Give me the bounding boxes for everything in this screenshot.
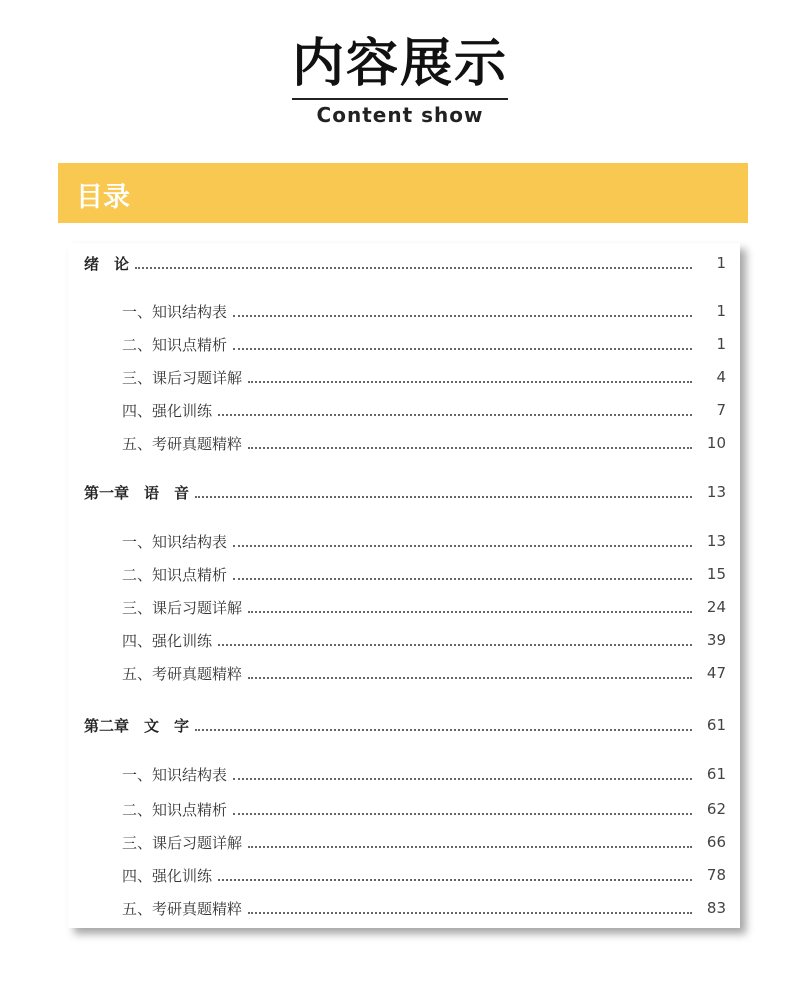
- toc-section[interactable]: [122, 430, 726, 456]
- dot-leader: [233, 315, 692, 317]
- dot-leader: [233, 348, 692, 350]
- toc-page-number: 62: [706, 800, 726, 818]
- toc-page-number: 1: [716, 254, 726, 272]
- toc-banner-label: 目录: [76, 182, 130, 213]
- toc-section[interactable]: [122, 627, 726, 653]
- toc-page-number: 13: [706, 483, 726, 501]
- toc-page-number: 61: [706, 765, 726, 783]
- toc-section[interactable]: [122, 895, 726, 921]
- toc-section-title: 四、强化训练: [122, 631, 213, 650]
- dot-leader: [233, 813, 692, 815]
- dot-leader: [233, 578, 692, 580]
- toc-page: [68, 243, 740, 928]
- toc-section-title: 一、知识结构表: [122, 532, 228, 551]
- toc-section-title: 三、课后习题详解: [122, 833, 243, 852]
- toc-section-title: 三、课后习题详解: [122, 598, 243, 617]
- toc-section-title: 一、知识结构表: [122, 765, 228, 784]
- toc-chapter-title: 第二章 文 字: [84, 716, 190, 735]
- toc-chapter[interactable]: [84, 479, 726, 505]
- toc-chapter-title: 第一章 语 音: [84, 483, 190, 502]
- toc-chapter[interactable]: [84, 250, 726, 276]
- toc-section[interactable]: [122, 862, 726, 888]
- toc-section-title: 二、知识点精析: [122, 565, 228, 584]
- page-title: 内容展示: [291, 33, 508, 94]
- toc-section[interactable]: [122, 796, 726, 822]
- toc-section[interactable]: [122, 528, 726, 554]
- toc-section[interactable]: [122, 594, 726, 620]
- toc-page-number: 10: [706, 434, 726, 452]
- toc-page-number: 66: [706, 833, 726, 851]
- toc-section[interactable]: [122, 561, 726, 587]
- dot-leader: [248, 677, 692, 679]
- toc-page-number: 61: [706, 716, 726, 734]
- toc-section[interactable]: [122, 761, 726, 787]
- toc-page-number: 39: [706, 631, 726, 649]
- toc-section-title: 三、课后习题详解: [122, 368, 243, 387]
- dot-leader: [218, 879, 692, 881]
- toc-page-number: 83: [706, 899, 726, 917]
- toc-banner: [58, 163, 748, 223]
- dot-leader: [218, 414, 692, 416]
- dot-leader: [248, 611, 692, 613]
- dot-leader: [135, 267, 692, 269]
- toc-section-title: 二、知识点精析: [122, 800, 228, 819]
- toc-section[interactable]: [122, 397, 726, 423]
- toc-page-number: 7: [716, 401, 726, 419]
- dot-leader: [233, 778, 692, 780]
- toc-page-number: 13: [706, 532, 726, 550]
- toc-chapter-title: 绪 论: [84, 254, 130, 273]
- dot-leader: [218, 644, 692, 646]
- page-subtitle: Content show: [316, 103, 484, 127]
- toc-page-number: 24: [706, 598, 726, 616]
- toc-page-number: 1: [716, 302, 726, 320]
- dot-leader: [195, 729, 692, 731]
- toc-section-title: 五、考研真题精粹: [122, 664, 243, 683]
- toc-section[interactable]: [122, 364, 726, 390]
- toc-section-title: 四、强化训练: [122, 866, 213, 885]
- toc-chapter[interactable]: [84, 712, 726, 738]
- toc-section[interactable]: [122, 331, 726, 357]
- toc-section-title: 四、强化训练: [122, 401, 213, 420]
- dot-leader: [248, 912, 692, 914]
- toc-section-title: 一、知识结构表: [122, 302, 228, 321]
- dot-leader: [248, 381, 692, 383]
- toc-page-number: 4: [716, 368, 726, 386]
- dot-leader: [233, 545, 692, 547]
- dot-leader: [195, 496, 692, 498]
- dot-leader: [248, 846, 692, 848]
- toc-section-title: 二、知识点精析: [122, 335, 228, 354]
- title-divider: [292, 98, 508, 100]
- toc-page-number: 47: [706, 664, 726, 682]
- toc-page-number: 78: [706, 866, 726, 884]
- toc-section-title: 五、考研真题精粹: [122, 434, 243, 453]
- toc-section[interactable]: [122, 298, 726, 324]
- dot-leader: [248, 447, 692, 449]
- toc-page-number: 1: [716, 335, 726, 353]
- toc-page-number: 15: [706, 565, 726, 583]
- toc-section[interactable]: [122, 829, 726, 855]
- toc-section[interactable]: [122, 660, 726, 686]
- toc-section-title: 五、考研真题精粹: [122, 899, 243, 918]
